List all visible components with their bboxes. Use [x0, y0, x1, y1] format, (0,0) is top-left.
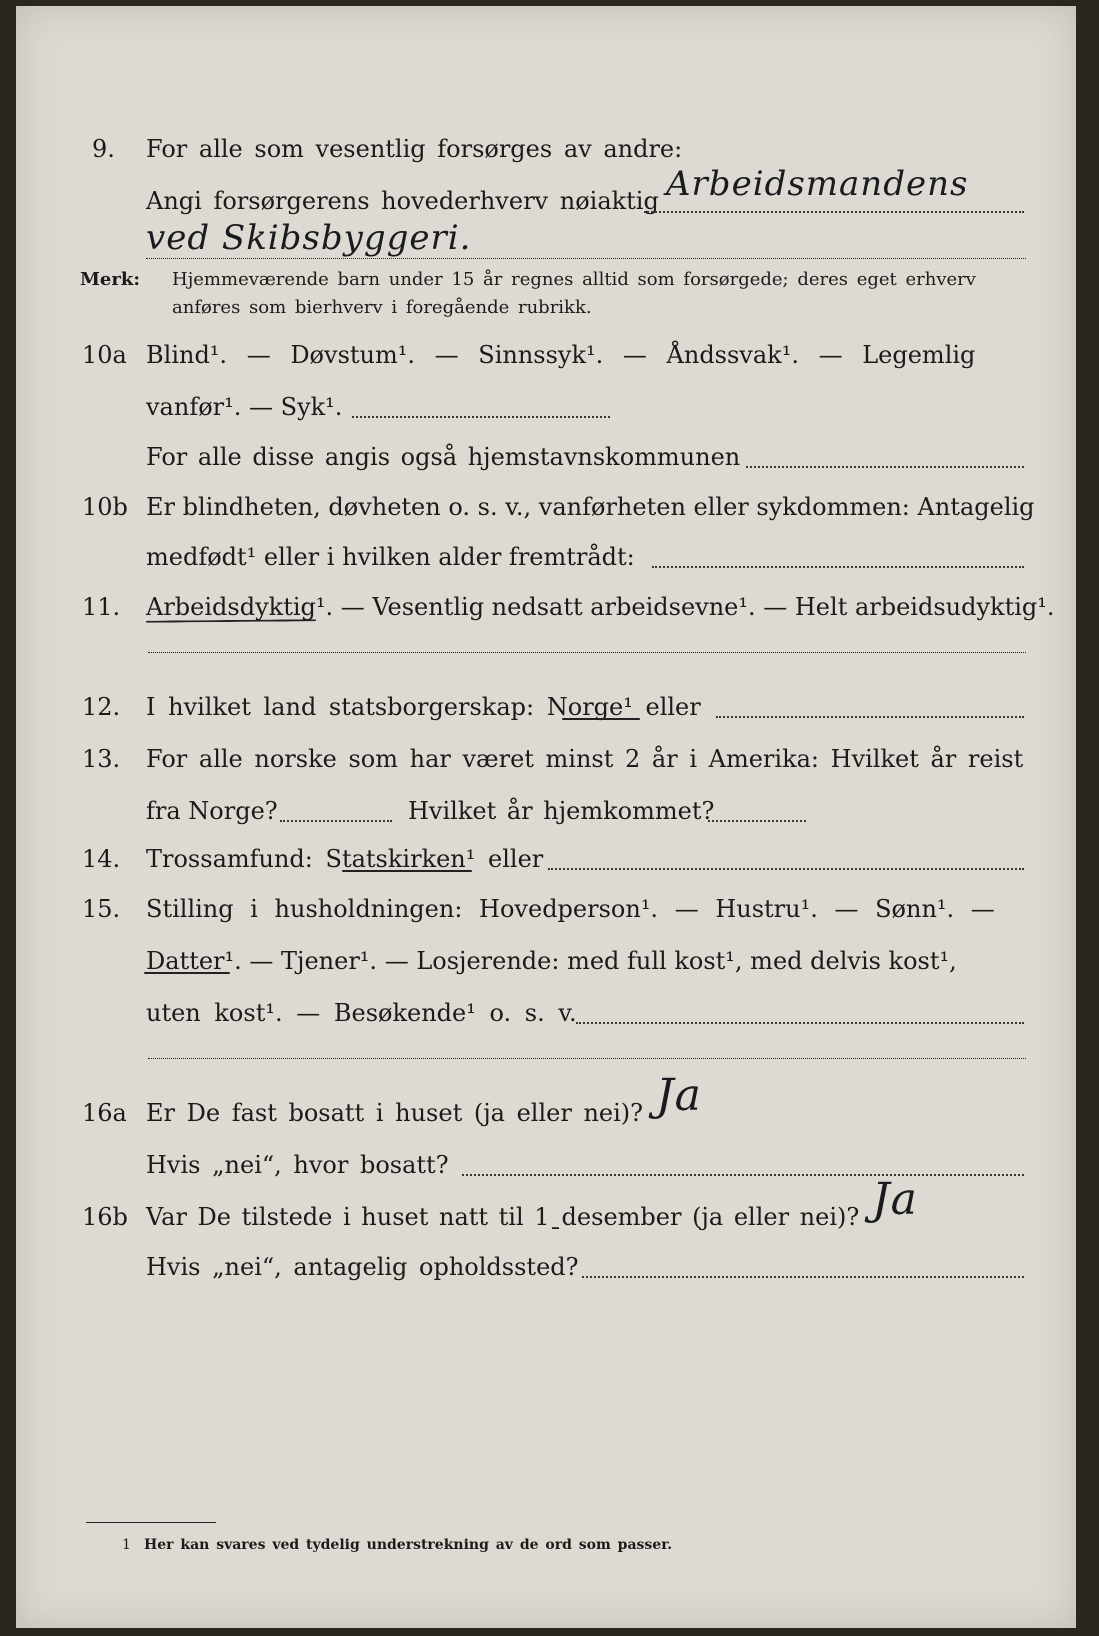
q14-post: ¹ eller	[465, 845, 544, 873]
q14-underline-statskirken	[342, 870, 472, 872]
q10a-line3: For alle disse angis også hjemstavnskommunen	[146, 443, 741, 471]
q15-line3: uten kost¹. — Besøkende¹ o. s. v.	[146, 999, 577, 1027]
q15-answer-line	[576, 1022, 1024, 1024]
q9-answer-line2	[146, 258, 1026, 259]
q11-underline-arbeidsdyktig	[146, 619, 316, 622]
q12-answer-line	[716, 716, 1024, 718]
q16b-line1: Var De tilstede i huset natt til 1ˍdesember (ja eller nei)?	[146, 1203, 860, 1231]
q10a-syk-line	[352, 416, 610, 418]
q16a-handwritten-answer: Ja	[656, 1070, 702, 1121]
q9-handwritten-answer1: Arbeidsmandens	[666, 164, 969, 204]
q10b-answer-line	[652, 566, 1024, 568]
q16b-answer-line	[582, 1276, 1024, 1278]
merk-label: Merk:	[80, 269, 140, 290]
q12-underline-norge	[562, 718, 640, 720]
q9-answer-line1	[644, 211, 1024, 213]
q9-line1: For alle som vesentlig forsørges av andre:	[146, 135, 683, 163]
q16a-answer-line	[462, 1174, 1024, 1176]
q9-number: 9.	[92, 135, 115, 163]
q15-underline-datter	[144, 972, 230, 974]
q12-number: 12.	[82, 693, 121, 721]
q15-answer-line2	[148, 1058, 1026, 1059]
q13-hjemkommet-line	[708, 820, 806, 822]
q10a-line2: vanfør¹. — Syk¹.	[146, 393, 343, 421]
q11-number: 11.	[82, 593, 121, 621]
q14-pre: Trossamfund:	[146, 845, 313, 873]
q10a-number: 10a	[82, 341, 127, 369]
q11-line	[146, 592, 1055, 622]
q13-number: 13.	[82, 745, 121, 773]
q12-option-norge: Norge	[546, 693, 624, 721]
q16a-number: 16a	[82, 1099, 127, 1127]
q13-line1: For alle norske som har været minst 2 år i Amerika: Hvilket år reist	[146, 745, 1024, 773]
q11-answer-line	[148, 652, 1026, 653]
q16b-handwritten-answer: Ja	[872, 1174, 918, 1225]
q10b-number: 10b	[82, 493, 128, 521]
footnote-rule	[86, 1522, 216, 1523]
q13-line2a: fra Norge?	[146, 797, 278, 825]
q11-option-arbeidsdyktig: Arbeidsdyktig	[146, 593, 316, 621]
q12-pre: I hvilket land statsborgerskap:	[146, 693, 535, 721]
census-form-page	[16, 6, 1076, 1628]
footnote-text: Her kan svares ved tydelig understrekning av de ord som passer.	[144, 1537, 673, 1553]
q10a-line1: Blind¹. — Døvstum¹. — Sinnssyk¹. — Åndssvak¹. — Legemlig	[146, 341, 976, 369]
q14-option-statskirken: Statskirken	[325, 845, 466, 873]
merk-line1: Hjemmeværende barn under 15 år regnes alltid som forsørgede; deres eget erhverv	[172, 269, 976, 290]
q16a-line2: Hvis „nei“, hvor bosatt?	[146, 1151, 449, 1179]
q13-reist-line	[280, 820, 392, 822]
q10b-line2: medfødt¹ eller i hvilken alder fremtrådt:	[146, 543, 635, 571]
q9-line2: Angi forsørgerens hovederhverv nøiaktig	[146, 187, 659, 215]
q15-line2-rest: ¹. — Tjener¹. — Losjerende: med full kost¹, med delvis kost¹,	[224, 947, 957, 975]
q16b-number: 16b	[82, 1203, 128, 1231]
q15-number: 15.	[82, 895, 121, 923]
q15-line2	[146, 946, 957, 976]
q12-post: ¹ eller	[623, 693, 701, 721]
q11-rest: ¹. — Vesentlig nedsatt arbeidsevne¹. — Helt arbeidsudyktig¹.	[315, 593, 1055, 621]
merk-line2: anføres som bierhverv i foregående rubrikk.	[172, 297, 592, 318]
footnote-mark: 1	[122, 1537, 131, 1553]
q16b-line2: Hvis „nei“, antagelig opholdssted?	[146, 1253, 579, 1281]
q10b-line1: Er blindheten, døvheten o. s. v., vanførheten eller sykdommen: Antagelig	[146, 493, 1035, 521]
q14-answer-line	[548, 868, 1024, 870]
q14-number: 14.	[82, 845, 121, 873]
q15-option-datter: Datter	[146, 947, 225, 975]
q10a-kommune-line	[746, 466, 1024, 468]
q16a-line1: Er De fast bosatt i huset (ja eller nei)?	[146, 1099, 644, 1127]
q15-line1: Stilling i husholdningen: Hovedperson¹. — Hustru¹. — Sønn¹. —	[146, 895, 995, 923]
q13-line2b: Hvilket år hjemkommet?	[408, 797, 715, 825]
q9-handwritten-answer2: ved Skibsbyggeri.	[146, 218, 472, 258]
